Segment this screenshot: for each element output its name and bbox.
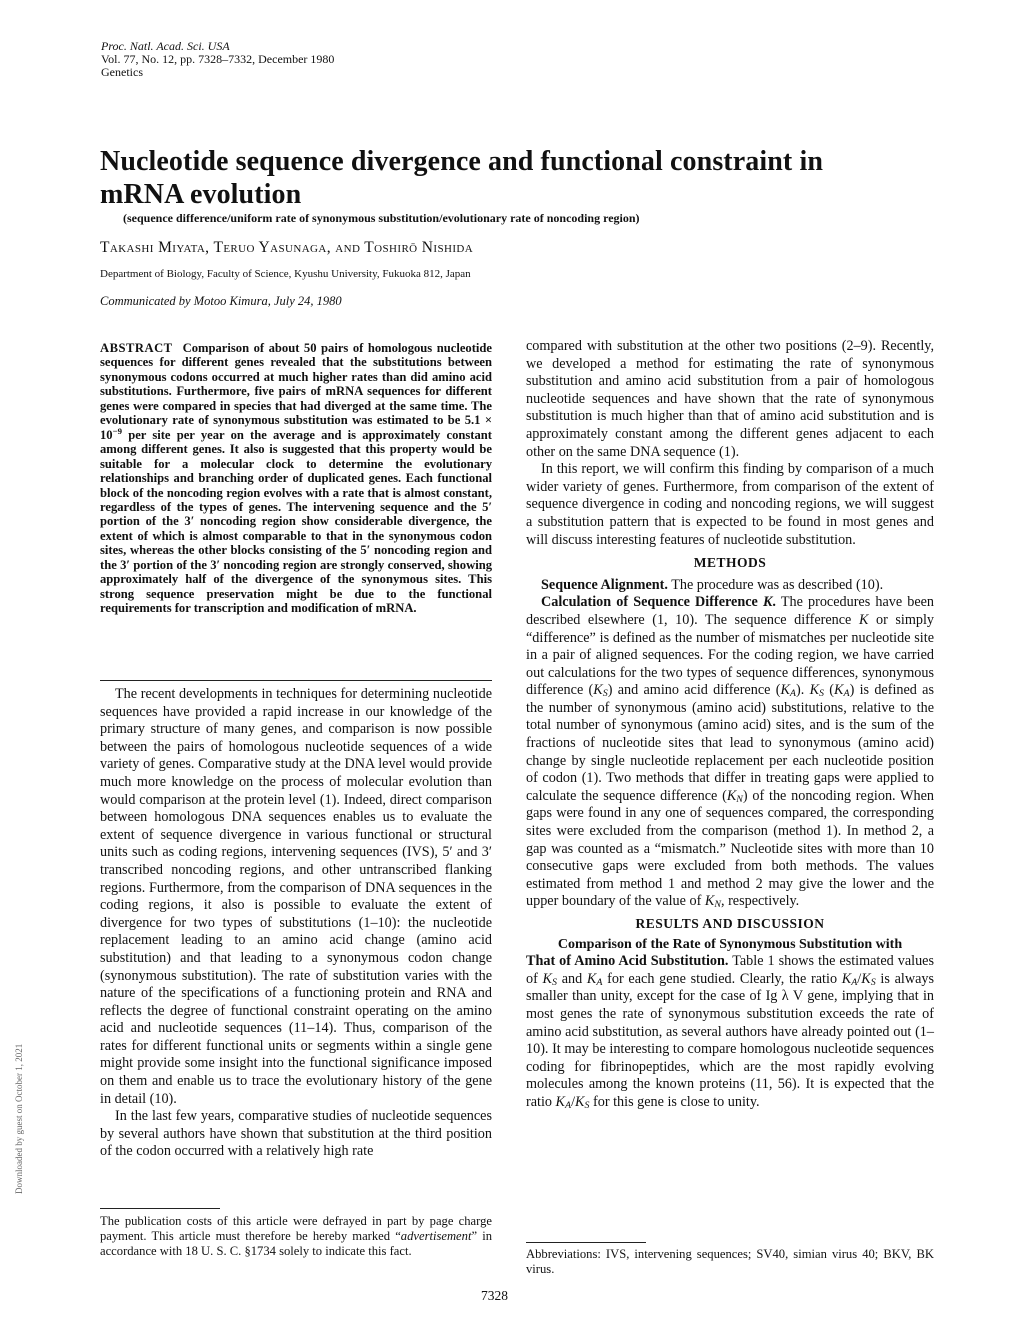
download-note: Downloaded by guest on October 1, 2021 xyxy=(14,1043,24,1194)
page-number: 7328 xyxy=(481,1288,508,1303)
footnote-italic: advertisement xyxy=(400,1228,472,1243)
right-paragraph-1: compared with substitution at the other two positions (2–9). Recently, we developed a method for estimating the rate of synonymous substitution and amino acid substitution from a pair of homologous nucleotide sequences and have shown that the rate of synonymous substitution is much higher than that of amino acid substitution and is approximately constant among the different genes adjacent to each other on the same DNA sequence (1). xyxy=(526,338,934,460)
journal-section: Genetics xyxy=(101,65,143,79)
results-text: Table 1 shows the estimated values of $K_S$ and $K_A$ for each gene studied. Clearly, the ratio $K_A/K_S$ is always smaller than unity, except for the case of Ig λ V gene, implying that in most genes the rate of synonymous substitution exceeds the rate of amino acid substitution, as several authors have already pointed out (1–10). It may be interesting to compare homologous nucleotide sequences coding for fibrinopeptides, which are the most rapidly evolving molecules among the known proteins (11, 56). It is expected that the ratio $K_A/K_S$ for this gene is close to unity. xyxy=(526,953,934,1111)
footnote-divider xyxy=(100,1208,220,1209)
journal-name: Proc. Natl. Acad. Sci. USA xyxy=(101,39,230,53)
title-line-2: mRNA evolution xyxy=(100,179,302,210)
introduction xyxy=(100,686,492,1161)
intro-paragraph-2: In the last few years, comparative studies of nucleotide sequences by several authors have shown that substitution at the third position of the codon occurred with a relatively high rate xyxy=(100,1108,492,1160)
authors: Takashi Miyata, Teruo Yasunaga, and Toshirō Nishida xyxy=(100,239,474,256)
methods-subhead-variable: K xyxy=(762,594,773,611)
title-line-1: Nucleotide sequence divergence and functional constraint in xyxy=(100,146,823,177)
footnote-text-a: The publication costs of this article were defrayed in part by page charge payment. This article must therefore be hereby marked “ xyxy=(100,1214,492,1243)
abstract-exponent: −9 xyxy=(112,425,123,436)
abstract-divider xyxy=(100,680,492,681)
journal-volume: Vol. 77, No. 12, pp. 7328–7332, December 1980 xyxy=(101,52,335,66)
abstract-text-a: Comparison of about 50 pairs of homologous nucleotide sequences for different genes revealed that the substitutions between synonymous codons occurred at much higher rates than did amino acid substitutions. Furthermore, five pairs of mRNA sequences for different genes were compared in species that had diverged at the same time. The evolutionary rate of synonymous substitution was estimated to be 5.1 × 10 xyxy=(100,341,492,442)
results-subhead-line-2: That of Amino Acid Substitution. xyxy=(526,953,729,970)
keywords-subtitle: (sequence difference/uniform rate of synonymous substitution/evolutionary rate of noncoding region) xyxy=(123,211,640,225)
abstract-text-b: per site per year on the average and is approximately constant among different genes. It also is suggested that this property would be suitable for a molecular clock to determine the evolutionary relationships and branching order of duplicated genes. Each functional block of the noncoding region evolves with a rate that is almost constant, regardless of the types of genes. The intervening sequence and the 5′ portion of the 3′ noncoding region show considerable divergence, the extent of which is almost comparable to that in the synonymous codon sites, whereas the other blocks consisting of the 5′ noncoding region and the 3′ portion of the 3′ noncoding region are strongly conserved, showing approximately half of the divergence of the synonymous sites. This strong sequence preservation might be due to the functional requirements for transcription and modification of mRNA. xyxy=(100,427,492,616)
affiliation: Department of Biology, Faculty of Science, Kyushu University, Fukuoka 812, Japan xyxy=(100,268,471,280)
paper-title xyxy=(100,145,900,211)
footnote-text-b: ” in accordance with 18 U. S. C. §1734 solely to indicate this fact. xyxy=(100,1228,492,1258)
abstract xyxy=(100,341,492,616)
journal-header xyxy=(101,40,334,79)
footnote xyxy=(100,1214,492,1258)
results-heading: RESULTS AND DISCUSSION xyxy=(635,916,825,931)
methods-subhead-alignment: Sequence Alignment. xyxy=(541,576,668,593)
right-column: compared with substitution at the other two positions (2–9). Recently, we developed a method for estimating the rate of synonymous substitution and amino acid substitution from a pair of homologous nucleotide sequences and have shown that the rate of synonymous substitution is much higher than that of amino acid substitution and is approximately constant among the different genes adjacent to each other on the same DNA sequence (1). In this report, we will confirm this finding by comparison of a much wider variety of genes. Furthermore, from comparison of the extent of sequence divergence in coding and noncoding regions, we will suggest a substitution pattern that is expected to be found in most genes and will discuss interesting features of nucleotide substitution. METHODS Sequence Alignment. The procedure was as described (10). Calculation of Sequence Difference K. The procedures have been described elsewhere (1, 10). The sequence difference K or simply “difference” is defined as the number of mismatches per nucleotide site in a pair of aligned sequences. For the coding region, we have carried out calculations for the two types of sequence differences, synonymous difference $(K_S)$ and amino acid difference $(K_A)$. $K_S$ $(K_A)$ is defined as the number of synonymous (amino acid) substitutions, relative to the total number of synonymous (amino acid) sites, and is the sum of the fractions of nucleotide sites that lead to synonymous (amino acid) change by single nucleotide replacement per each nucleotide position of codon (1). Two methods that differ in treating gaps were applied to calculate the sequence difference $(K_N)$ of the noncoding region. When gaps were found in any one of sequences compared, the corresponding sites were excluded from the comparison (method 1). In method 2, a gap was counted as a “mismatch.” Nucleotide sites with more than 10 consecutive gaps were excluded from both methods. The values estimated from method 1 and method 2 may give the lower and the upper boundary of the value of $K_N$, respectively. RESULTS AND DISCUSSION Comparison of the Rate of Synonymous Substitution with That of Amino Acid Substitution. Table 1 shows the estimated values of $K_S$ and $K_A$ for each gene studied. Clearly, the ratio $K_A/K_S$ is always smaller than unity, except for the case of Ig λ V gene, implying that in most genes the rate of synonymous substitution exceeds the rate of amino acid substitution, as several authors have already pointed out (1–10). It may be interesting to compare homologous nucleotide sequences coding for fibrinopeptides, which are the most rapidly evolving molecules among the known proteins (11, 56). It is expected that the ratio $K_A/K_S$ for this gene is close to unity. xyxy=(526,338,935,1111)
abbreviations: Abbreviations: IVS, intervening sequences; SV40, simian virus 40; BKV, BK virus. xyxy=(526,1247,934,1276)
intro-paragraph-1: The recent developments in techniques for determining nucleotide sequences have provided a rapid increase in our knowledge of the primary structure of many genes, and comparison is now possible between the pairs of homologous nucleotide sequences of a wide variety of genes. Comparative study at the DNA level would provide much more knowledge on the process of molecular evolution than would comparison at the protein level (1). Indeed, direct comparison between homologous DNA sequences enables us to evaluate the extent of sequence divergence in various functional or structural units such as coding regions, intervening sequences (IVS), 5′ and 3′ transcribed noncoding regions, and other untranscribed flanking regions. Furthermore, from the comparison of DNA sequences in the coding regions, it also is possible to evaluate the extent of divergence for two types of substitutions (1–10): the nucleotide replacement leading to an amino acid change (amino acid substitution) and that leading to a synonymous codon change (synonymous substitution). The rate of substitution varies with the nature of the specifications of a functioning protein and RNA and reflects the degree of functional constraint operating on the amino acid and nucleotide sequences (11–14). Thus, comparison of the rates for different functional units or segments within a single gene might provide some insight into the functional significance imposed on them and enable us to trace the evolutionary history of the gene in detail (10). xyxy=(100,686,492,1107)
communicated-by: Communicated by Motoo Kimura, July 24, 1980 xyxy=(100,294,342,308)
abstract-label: ABSTRACT xyxy=(100,341,173,355)
methods-heading: METHODS xyxy=(693,555,767,571)
abbreviations-divider xyxy=(526,1242,646,1243)
right-paragraph-2: In this report, we will confirm this finding by comparison of a much wider variety of genes. Furthermore, from comparison of the extent of sequence divergence in coding and noncoding regions, we will suggest a substitution pattern that is expected to be found in most genes and will discuss interesting features of nucleotide substitution. xyxy=(526,461,934,548)
methods-difference-text: The procedures have been described elsewhere (1, 10). The sequence difference K or simply “difference” is defined as the number of mismatches per nucleotide site in a pair of aligned sequences. For the coding region, we have carried out calculations for the two types of sequence differences, synonymous difference $(K_S)$ and amino acid difference $(K_A)$. $K_S$ $(K_A)$ is defined as the number of synonymous (amino acid) substitutions, relative to the total number of synonymous (amino acid) sites, and is the sum of the fractions of nucleotide sites that lead to synonymous (amino acid) change by single nucleotide replacement per each nucleotide position of codon (1). Two methods that differ in treating gaps were applied to calculate the sequence difference $(K_N)$ of the noncoding region. When gaps were found in any one of sequences compared, the corresponding sites were excluded from the comparison (method 1). In method 2, a gap was counted as a “mismatch.” Nucleotide sites with more than 10 consecutive gaps were excluded from both methods. The values estimated from method 1 and method 2 may give the lower and the upper boundary of the value of $K_N$, respectively. xyxy=(526,594,935,911)
results-subhead-line-1: Comparison of the Rate of Synonymous Substitution with xyxy=(557,936,903,952)
methods-alignment-text: The procedure was as described (10). xyxy=(667,576,884,593)
methods-subhead-difference: Calculation of Sequence Difference xyxy=(541,594,758,611)
